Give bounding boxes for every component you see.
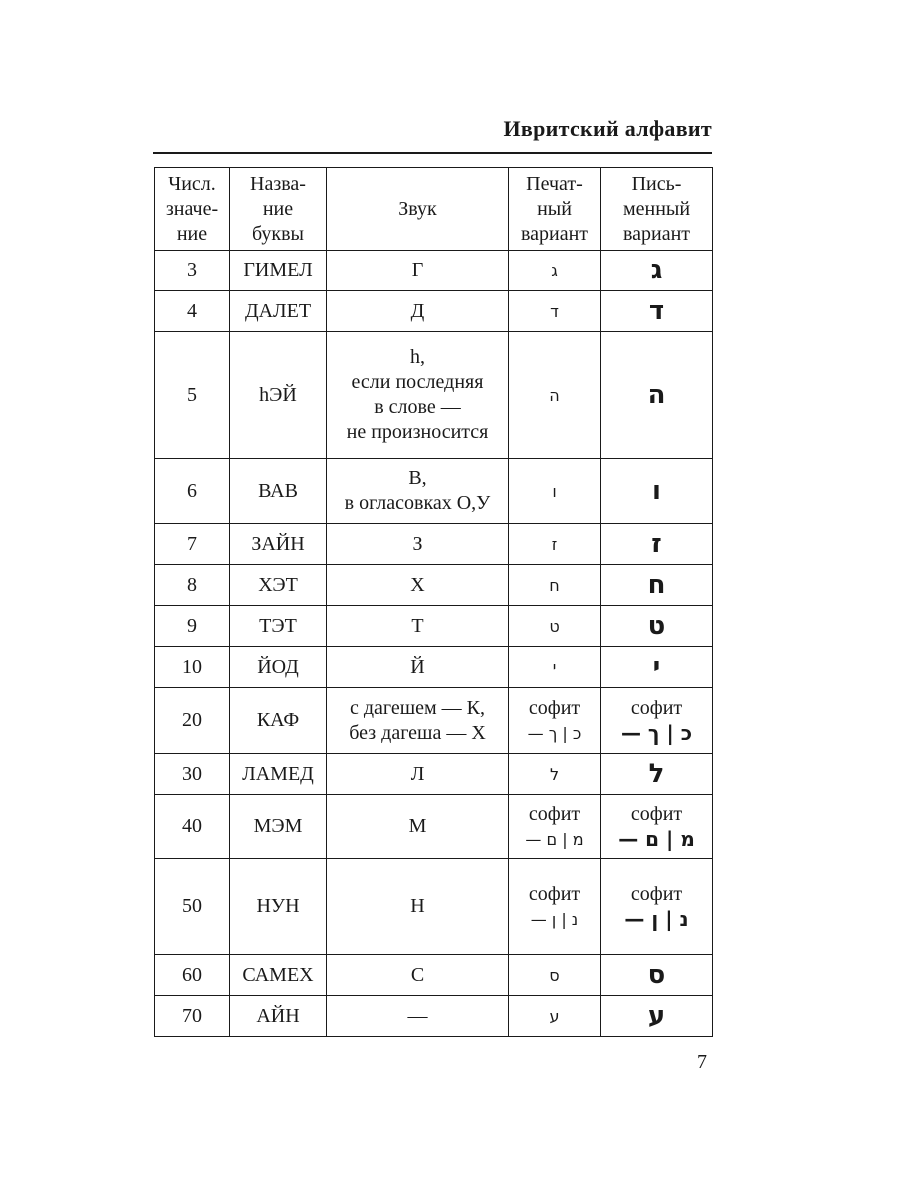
table-row xyxy=(155,606,713,647)
cell-number: 20 xyxy=(155,688,230,754)
cell-sound: Т xyxy=(327,606,509,647)
table-row xyxy=(155,647,713,688)
cell-script-letter xyxy=(601,859,713,955)
cell-script-letter xyxy=(601,688,713,754)
cell-name: ЗАЙН xyxy=(230,524,327,565)
cell-number: 5 xyxy=(155,332,230,459)
cell-number: 30 xyxy=(155,754,230,795)
sofit-script-forms: — נ | ן xyxy=(624,906,689,931)
cell-script-letter: ס xyxy=(601,955,713,996)
cell-script-letter: ז xyxy=(601,524,713,565)
table-header-row xyxy=(155,168,713,251)
cell-script-letter: ע xyxy=(601,996,713,1037)
cell-name: ЙОД xyxy=(230,647,327,688)
cell-script-letter: ל xyxy=(601,754,713,795)
cell-name: САМЕХ xyxy=(230,955,327,996)
cell-sound: С xyxy=(327,955,509,996)
cell-sound: с дагешем — К, без дагеша — Х xyxy=(327,688,509,754)
sofit-print-forms: — נ | ן xyxy=(530,909,579,929)
cell-sound: В, в огласовках О,У xyxy=(327,459,509,524)
cell-script-letter: ד xyxy=(601,291,713,332)
cell-name: ВАВ xyxy=(230,459,327,524)
cell-print-letter xyxy=(509,688,601,754)
table-row xyxy=(155,795,713,859)
page-number: 7 xyxy=(697,1051,707,1073)
cell-sound: М xyxy=(327,795,509,859)
table-row xyxy=(155,955,713,996)
cell-script-letter xyxy=(601,795,713,859)
sofit-label: софит xyxy=(528,802,581,825)
sofit-label: софит xyxy=(528,696,581,719)
sofit-script-forms: — מ | ם xyxy=(618,826,695,851)
cell-name: ТЭТ xyxy=(230,606,327,647)
header-numeric-value: Числ. значе- ние xyxy=(155,168,230,251)
cell-print-letter: ח xyxy=(509,565,601,606)
table-row xyxy=(155,859,713,955)
cell-print-letter: ו xyxy=(509,459,601,524)
cell-sound: Й xyxy=(327,647,509,688)
cell-number: 6 xyxy=(155,459,230,524)
cell-script-letter: ה xyxy=(601,332,713,459)
table-row xyxy=(155,251,713,291)
cell-number: 10 xyxy=(155,647,230,688)
cell-script-letter: י xyxy=(601,647,713,688)
cell-print-letter: י xyxy=(509,647,601,688)
cell-number: 9 xyxy=(155,606,230,647)
table-row xyxy=(155,291,713,332)
cell-number: 3 xyxy=(155,251,230,291)
cell-number: 50 xyxy=(155,859,230,955)
header-rule xyxy=(153,152,712,154)
cell-print-letter: ס xyxy=(509,955,601,996)
cell-sound: Д xyxy=(327,291,509,332)
table-row xyxy=(155,754,713,795)
cell-name: ЛАМЕД xyxy=(230,754,327,795)
header-letter-name: Назва- ние буквы xyxy=(230,168,327,251)
cell-name: АЙН xyxy=(230,996,327,1037)
sofit-label: софит xyxy=(630,802,683,825)
header-script-form: Пись- менный вариант xyxy=(601,168,713,251)
cell-name: ХЭТ xyxy=(230,565,327,606)
running-head-title: Ивритский алфавит xyxy=(503,116,712,141)
table-row xyxy=(155,996,713,1037)
cell-print-letter: ה xyxy=(509,332,601,459)
cell-name: КАФ xyxy=(230,688,327,754)
cell-sound: — xyxy=(327,996,509,1037)
cell-print-letter: ע xyxy=(509,996,601,1037)
cell-sound: h, если последняя в слове — не произносится xyxy=(327,332,509,459)
cell-script-letter: ט xyxy=(601,606,713,647)
cell-number: 4 xyxy=(155,291,230,332)
cell-script-letter: ח xyxy=(601,565,713,606)
sofit-print-forms: — כ | ך xyxy=(527,723,582,743)
sofit-print-forms: — מ | ם xyxy=(525,829,584,849)
cell-number: 60 xyxy=(155,955,230,996)
cell-sound: Г xyxy=(327,251,509,291)
hebrew-alphabet-table xyxy=(154,167,713,1037)
cell-print-letter: ד xyxy=(509,291,601,332)
table-row xyxy=(155,524,713,565)
table-row xyxy=(155,332,713,459)
cell-print-letter: ז xyxy=(509,524,601,565)
table-row xyxy=(155,459,713,524)
header-print-form: Печат- ный вариант xyxy=(509,168,601,251)
header-sound: Звук xyxy=(327,168,509,251)
cell-sound: З xyxy=(327,524,509,565)
table-row xyxy=(155,688,713,754)
cell-script-letter: ו xyxy=(601,459,713,524)
cell-name: ДАЛЕТ xyxy=(230,291,327,332)
sofit-label: софит xyxy=(630,882,683,905)
cell-number: 7 xyxy=(155,524,230,565)
cell-sound: Х xyxy=(327,565,509,606)
cell-number: 40 xyxy=(155,795,230,859)
sofit-script-forms: — כ | ך xyxy=(620,720,693,745)
cell-name: МЭМ xyxy=(230,795,327,859)
cell-sound: Л xyxy=(327,754,509,795)
cell-name: hЭЙ xyxy=(230,332,327,459)
cell-print-letter: ט xyxy=(509,606,601,647)
cell-print-letter: ל xyxy=(509,754,601,795)
cell-name: ГИМЕЛ xyxy=(230,251,327,291)
cell-name: НУН xyxy=(230,859,327,955)
table-row xyxy=(155,565,713,606)
cell-number: 8 xyxy=(155,565,230,606)
cell-script-letter: ג xyxy=(601,251,713,291)
cell-print-letter xyxy=(509,795,601,859)
sofit-label: софит xyxy=(528,882,581,905)
cell-number: 70 xyxy=(155,996,230,1037)
cell-print-letter: ג xyxy=(509,251,601,291)
cell-sound: Н xyxy=(327,859,509,955)
sofit-label: софит xyxy=(630,696,683,719)
cell-print-letter xyxy=(509,859,601,955)
